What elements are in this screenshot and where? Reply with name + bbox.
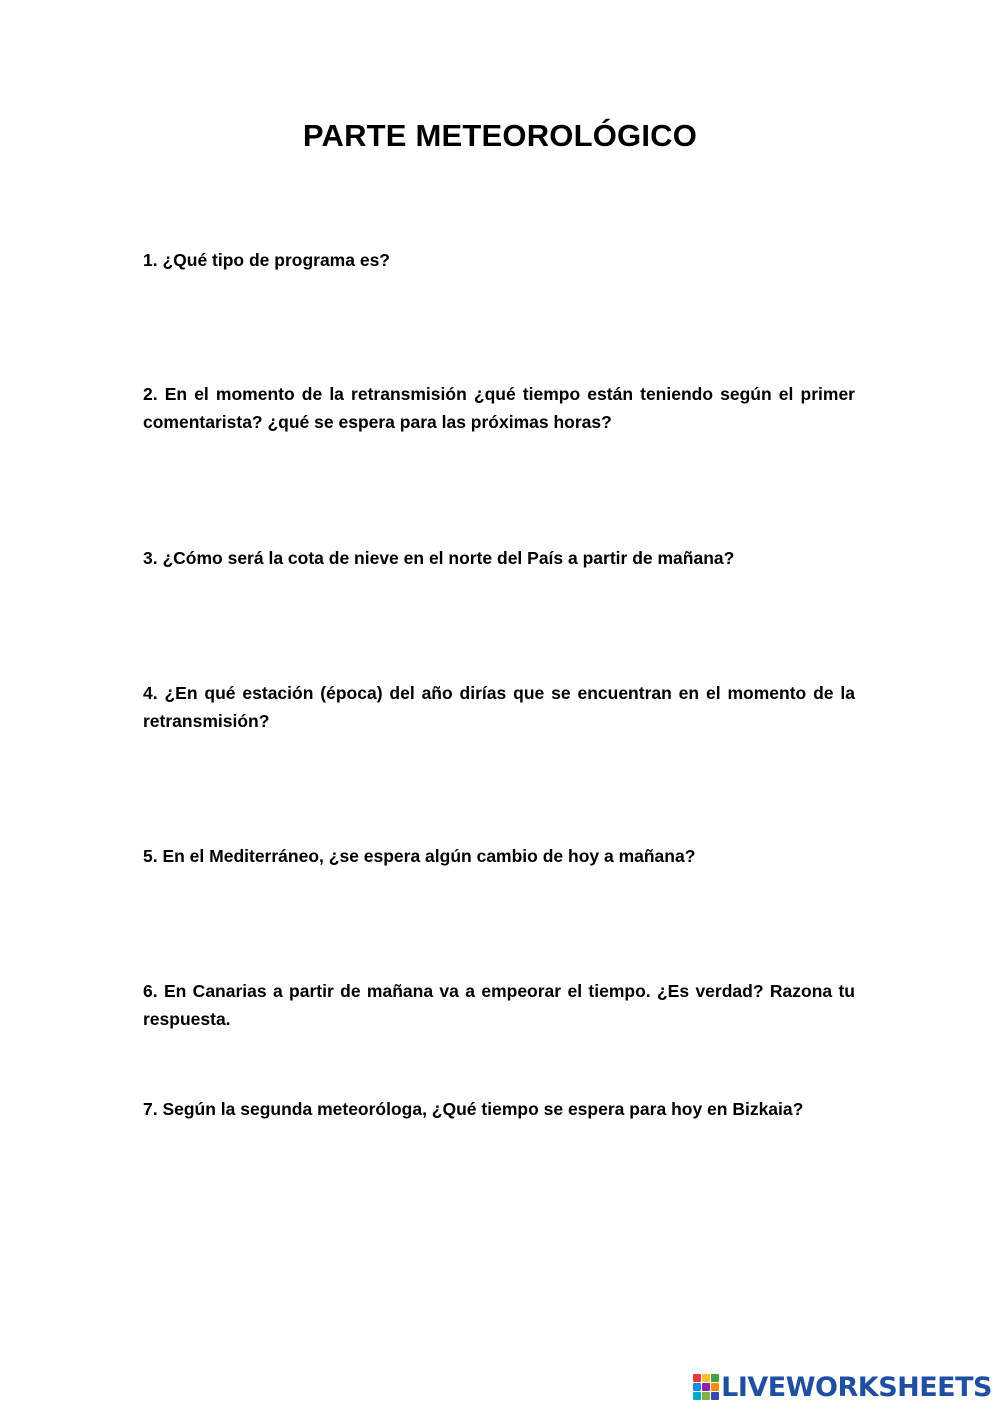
question-2: 2. En el momento de la retransmisión ¿qué tiempo están teniendo según el primer comentarista? ¿qué se espera para las próximas horas? (143, 384, 855, 432)
question-5: 5. En el Mediterráneo, ¿se espera algún cambio de hoy a mañana? (143, 846, 696, 866)
logo-tile (702, 1392, 710, 1400)
question-3: 3. ¿Cómo será la cota de nieve en el norte del País a partir de mañana? (143, 548, 735, 568)
page-title: PARTE METEOROLÓGICO (302, 118, 698, 153)
logo-tile (711, 1392, 719, 1400)
logo-tile (702, 1374, 710, 1382)
question-6: 6. En Canarias a partir de mañana va a empeorar el tiempo. ¿Es verdad? Razona tu respuesta. (143, 981, 855, 1029)
logo-tile (711, 1383, 719, 1391)
logo-wordmark: LIVEWORKSHEETS (721, 1371, 992, 1403)
liveworksheets-logo (693, 1367, 992, 1407)
question-1: 1. ¿Qué tipo de programa es? (143, 250, 390, 270)
question-4: 4. ¿En qué estación (época) del año dirías que se encuentran en el momento de la retransmisión? (143, 683, 855, 731)
logo-tile (693, 1383, 701, 1391)
logo-tile (702, 1383, 710, 1391)
logo-tile (711, 1374, 719, 1382)
logo-tile (693, 1374, 701, 1382)
liveworksheets-logo-icon (693, 1374, 719, 1400)
logo-tile (693, 1392, 701, 1400)
question-7: 7. Según la segunda meteoróloga, ¿Qué tiempo se espera para hoy en Bizkaia? (143, 1099, 804, 1119)
